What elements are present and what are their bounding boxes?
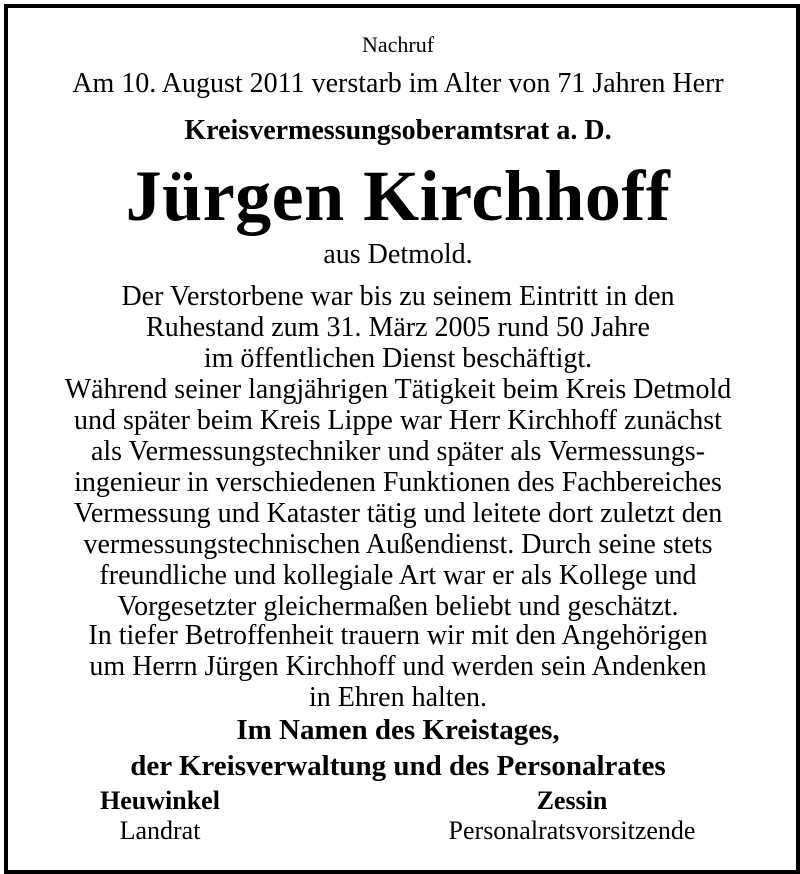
paragraph-line: In tiefer Betroffenheit trauern wir mit den Angehörigen — [88, 620, 708, 651]
paragraph-line: Der Verstorbene war bis zu seinem Eintritt in den — [121, 281, 675, 312]
paragraph-line: vermessungstechnischen Außendienst. Durch seine stets — [83, 529, 713, 560]
paragraph-mourning — [0, 620, 796, 713]
paragraph-line: im öffentlichen Dienst beschäftigt. — [203, 343, 593, 374]
paragraph-line: Ruhestand zum 31. März 2005 rund 50 Jahre — [146, 312, 650, 343]
paragraph-line: um Herrn Jürgen Kirchhoff und werden sein Andenken — [89, 651, 707, 682]
deceased-origin: aus Detmold. — [323, 239, 473, 270]
closing-line: der Kreisverwaltung und des Personalrates — [130, 750, 666, 782]
paragraph-line: in Ehren halten. — [308, 682, 488, 713]
paragraph-line: freundliche und kollegiale Art war er als Kollege und — [99, 560, 697, 591]
paragraph-line: als Vermessungstechniker und später als Vermessungs- — [90, 436, 706, 467]
paragraph-activity — [0, 374, 796, 622]
paragraph-line: Während seiner langjährigen Tätigkeit beim Kreis Detmold — [64, 374, 732, 405]
notice-heading: Nachruf — [361, 32, 435, 57]
signer-role: Personalratsvorsitzende — [448, 816, 696, 845]
paragraph-line: ingenieur in verschiedenen Funktionen des Fachbereiches — [74, 467, 722, 498]
paragraph-career — [0, 281, 796, 374]
signer-personalrat — [422, 786, 722, 846]
paragraph-line: Vorgesetzter gleichermaßen beliebt und geschätzt. — [117, 591, 679, 622]
intro-line: Am 10. August 2011 verstarb im Alter von 71 Jahren Herr — [72, 68, 724, 99]
closing-line: Im Namen des Kreistages, — [236, 714, 560, 746]
signer-landrat — [60, 786, 260, 846]
paragraph-line: Vermessung und Kataster tätig und leitete dort zuletzt den — [73, 498, 723, 529]
signer-role: Landrat — [119, 816, 201, 845]
closing-statement — [0, 712, 796, 784]
paragraph-line: und später beim Kreis Lippe war Herr Kirchhoff zunächst — [74, 405, 722, 436]
signer-name: Zessin — [536, 786, 608, 815]
signer-name: Heuwinkel — [100, 786, 220, 815]
deceased-name: Jürgen Kirchhoff — [125, 156, 671, 236]
deceased-title: Kreisvermessungsoberamtsrat a. D. — [184, 115, 612, 146]
